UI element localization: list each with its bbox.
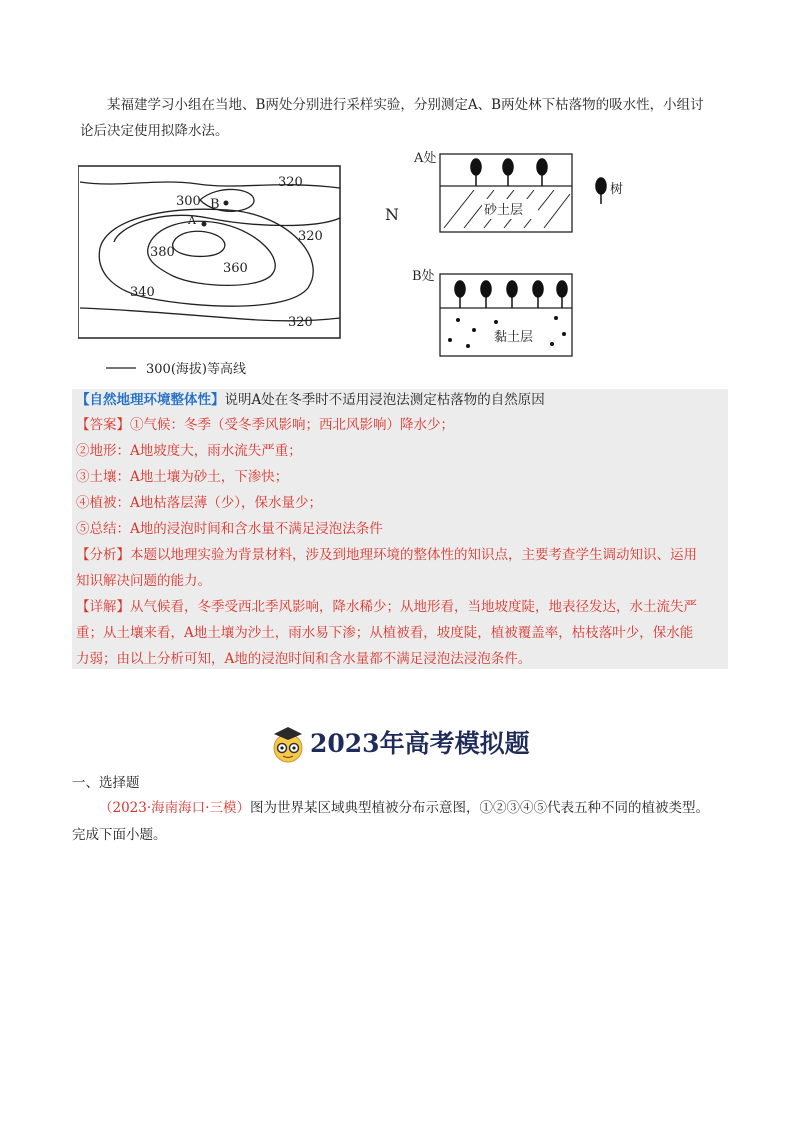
contour-label-340: 340 (130, 285, 155, 300)
point-b-dot (224, 201, 229, 206)
contour-label-320-mid: 320 (298, 229, 323, 244)
answer-line-3: ③土壤：A地土壤为砂土，下渗快； (76, 469, 289, 485)
contour-line-380 (173, 231, 225, 256)
intro-line-2: 论后决定使用拟降水法。 (80, 123, 229, 139)
contour-legend: 300(海拔)等高线 (146, 362, 246, 377)
intro-line-1: 某福建学习小组在当地、B两处分别进行采样实验，分别测定A、B两处林下枯落物的吸水性，小组讨 (107, 97, 704, 113)
site-b-trees (455, 281, 567, 308)
detail-line-3: 力弱；由以上分析可知，A地的浸泡时间和含水量都不满足浸泡法浸泡条件。 (76, 651, 532, 667)
soil-b-label: 黏土层 (494, 330, 534, 345)
experiment-figure (78, 148, 638, 392)
section-title (270, 722, 570, 768)
point-b-label: B (210, 197, 220, 212)
question-line-2: 完成下面小题。 (72, 827, 167, 843)
north-label: N (385, 205, 399, 224)
contour-label-320-top: 320 (278, 175, 303, 190)
tree-legend-label: 树 (610, 182, 624, 197)
answer-panel (72, 389, 728, 669)
soil-a-label: 砂土层 (484, 203, 524, 218)
site-b-label: B处 (412, 269, 435, 284)
site-a-label: A处 (414, 151, 437, 166)
contour-label-300: 300 (176, 194, 201, 209)
contour-map-frame (78, 166, 340, 338)
question-paragraph (72, 795, 732, 849)
answer-line-2: ②地形：A地坡度大，雨水流失严重； (76, 443, 302, 459)
question-text: 说明A处在冬季时不适用浸泡法测定枯落物的自然原因 (224, 392, 545, 408)
question-source: （2023·海南海口·三模） (99, 800, 250, 816)
intro-paragraph (80, 92, 720, 144)
question-tag: 【自然地理环境整体性】 (76, 392, 225, 408)
answer-line-4: ④植被：A地枯落层薄（少），保水量少； (76, 495, 322, 511)
subheading: 一、选择题 (72, 775, 140, 791)
tree-legend-icon (596, 178, 606, 204)
question-line-1 (72, 795, 732, 822)
analysis-line-2: 知识解决问题的能力。 (76, 573, 211, 589)
detail-line-2: 重；从土壤来看，A地土壤为沙土，雨水易下渗；从植被看，坡度陡，植被覆盖率，枯枝落叶少，保水能 (76, 625, 694, 641)
point-a-dot (202, 222, 207, 227)
answer-line-5: ⑤总结：A地的浸泡时间和含水量不满足浸泡法条件 (76, 521, 383, 537)
question-line1-text: 图为世界某区域典型植被分布示意图，①②③④⑤代表五种不同的植被类型。 (249, 800, 709, 816)
contour-label-380: 380 (150, 245, 175, 260)
contour-label-360: 360 (223, 261, 248, 276)
contour-label-320-bottom: 320 (288, 315, 313, 330)
figure-svg (78, 148, 638, 388)
analysis-line-1: 【分析】本题以地理实验为背景材料，涉及到地理环境的整体性的知识点，主要考查学生调动知识、运用 (76, 547, 697, 563)
graduate-emoji-icon (270, 724, 306, 764)
site-a-trees (471, 159, 547, 186)
answer-line-1: 【答案】①气候：冬季（受冬季风影响；西北风影响）降水少； (76, 417, 454, 433)
question-line (76, 389, 545, 411)
detail-line-1: 【详解】从气候看，冬季受西北季风影响，降水稀少；从地形看，当地坡度陡，地表径发达，水土流失严 (76, 599, 697, 615)
section-title-text: 2023年高考模拟题 (310, 729, 530, 758)
point-a-label: A (188, 214, 196, 227)
contour-line-300 (200, 189, 254, 211)
